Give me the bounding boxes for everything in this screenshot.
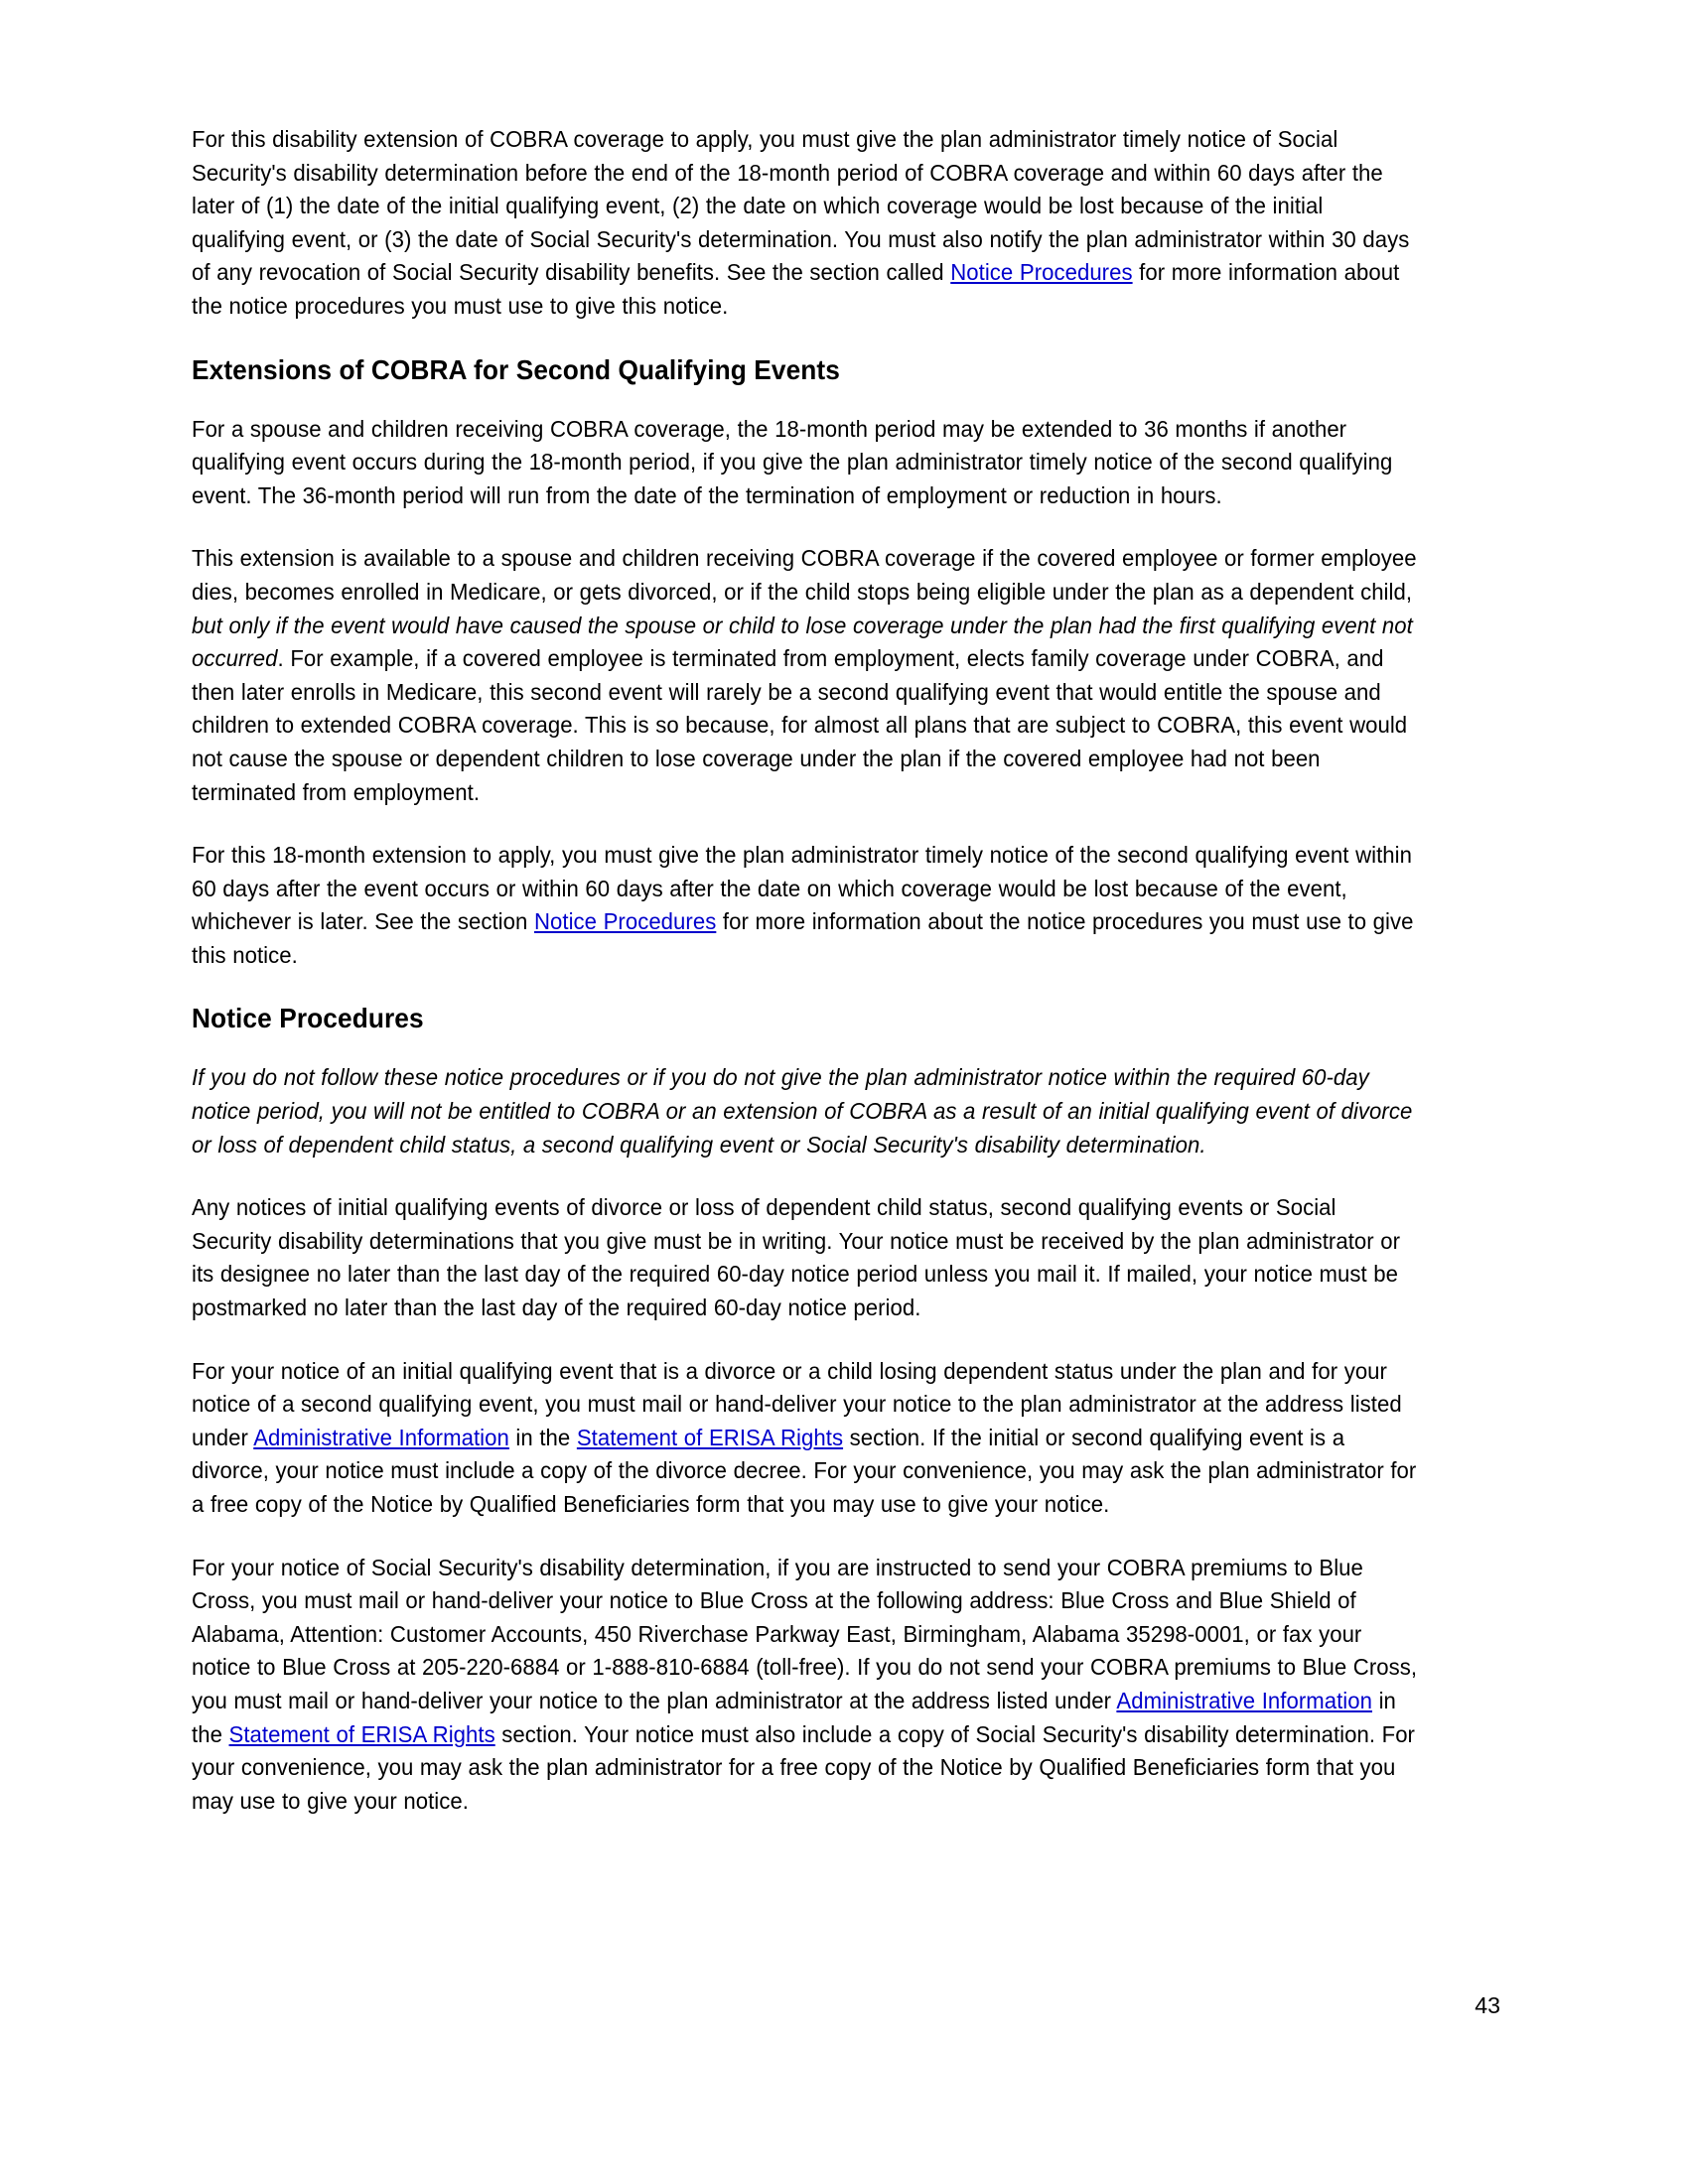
page-number: 43 <box>1475 1992 1500 2018</box>
link-statement-of-erisa-rights[interactable]: Statement of ERISA Rights <box>576 1424 844 1450</box>
paragraph-text-part: This extension is available to a spouse and children receiving COBRA coverage if the covered employee or former employee dies, becomes enrolled in Medicare, or gets divorced, or if the child stops being eligible under the plan as a dependent child, <box>192 545 1417 605</box>
paragraph-notice-procedure-warning: If you do not follow these notice procedures or if you do not give the plan administrator notice within the required 60-day notice period, you will not be entitled to COBRA or an extension of COBRA as a result of an initial qualifying event of divorce or loss of dependent child status, a second qualifying event or Social Security's disability determination. <box>192 1064 1413 1158</box>
link-statement-of-erisa-rights-2[interactable]: Statement of ERISA Rights <box>228 1720 495 1747</box>
paragraph-notices-in-writing: Any notices of initial qualifying events of divorce or loss of dependent child status, second qualifying events or Social Security disability determinations that you give must be in writing. Your notice must be received by the plan administrator or its designee no later than the last day of the required 60-day notice period unless you mail it. If mailed, your notice must be postmarked no later than the last day of the required 60-day notice period. <box>192 1194 1401 1321</box>
paragraph-extension-availability <box>192 542 1422 809</box>
emphasis-only-if-event-caused-loss: but only if the event would have caused the spouse or child to lose coverage under the plan had the first qualifying event not occurred <box>192 612 1413 672</box>
paragraph-text-part: section. If the initial or second qualifying event is a divorce, your notice must include a copy of the divorce decree. For your convenience, you may ask the plan administrator for a free copy of the Notice by Qualified Beneficiaries form that you may use to give your notice. <box>192 1424 1417 1517</box>
heading-notice-procedures: Notice Procedures <box>192 1003 424 1034</box>
paragraph-text-part: For your notice of Social Security's disability determination, if you are instructed to send your COBRA premiums to Blue Cross, you must mail or hand-deliver your notice to Blue Cross at the following address: Blue Cross and Blue Shield of Alabama, Attention: Customer Accounts, 450 Riverchase Parkway East, Birmingham, Alabama 35298-0001, or fax your notice to Blue Cross at 205-220-6884 or 1-888-810-6884 (toll-free). If you do not send your COBRA premiums to Blue Cross, you must mail or hand-deliver your notice to the plan administrator at the address listed under <box>192 1554 1418 1713</box>
link-notice-procedures[interactable]: Notice Procedures <box>950 259 1133 286</box>
paragraph-text-part: . For example, if a covered employee is terminated from employment, elects family coverage under COBRA, and then later enrolls in Medicare, this second event will rarely be a second qualifying event that would entitle the spouse and children to extended COBRA coverage. This is so because, for almost all plans that are subject to COBRA, this event would not cause the spouse or dependent children to lose coverage under the plan if the covered employee had not been terminated from employment. <box>192 645 1408 805</box>
link-administrative-information-2[interactable]: Administrative Information <box>1116 1687 1373 1713</box>
paragraph-text-part: For your notice of an initial qualifying event that is a divorce or a child losing dependent status under the plan and for your notice of a second qualifying event, you must mail or hand-deliver your notice to the plan administrator at the address listed under <box>192 1357 1402 1450</box>
paragraph-spouse-children-36-months: For a spouse and children receiving COBRA coverage, the 18-month period may be extended to 36 months if another qualifying event occurs during the 18-month period, if you give the plan administrator timely notice of the second qualifying event. The 36-month period will run from the date of the termination of employment or reduction in hours. <box>192 415 1393 508</box>
paragraph-text-part: in the <box>508 1424 577 1450</box>
link-notice-procedures-2[interactable]: Notice Procedures <box>533 908 717 935</box>
page-content <box>192 123 1479 1818</box>
link-administrative-information[interactable]: Administrative Information <box>253 1424 509 1450</box>
paragraph-social-security-disability-notice-address <box>192 1552 1422 1819</box>
paragraph-18-month-extension-notice <box>192 839 1422 972</box>
paragraph-divorce-dependent-status-notice <box>192 1355 1422 1522</box>
paragraph-text-part: section. Your notice must also include a copy of Social Security's disability determination. For your convenience, you may ask the plan administrator for a free copy of the Notice by Qualified Beneficiaries form that you may use to give your notice. <box>192 1720 1415 1814</box>
paragraph-text-part: for more information about the notice procedures you must use to give this notice. <box>192 259 1400 319</box>
paragraph-text-part: for more information about the notice procedures you must use to give this notice. <box>192 908 1414 968</box>
paragraph-text-part: For this disability extension of COBRA coverage to apply, you must give the plan administrator timely notice of Social Security's disability determination before the end of the 18-month period of COBRA coverage and within 60 days after the later of (1) the date of the initial qualifying event, (2) the date on which coverage would be lost because of the initial qualifying event, or (3) the date of Social Security's determination. You must also notify the plan administrator within 30 days of any revocation of Social Security disability benefits. See the section called <box>192 126 1410 286</box>
paragraph-disability-extension-notice <box>192 123 1422 324</box>
heading-extensions-second-qualifying-events: Extensions of COBRA for Second Qualifying Events <box>192 353 840 385</box>
paragraph-text-part: in the <box>192 1687 1396 1747</box>
paragraph-text-part: For this 18-month extension to apply, you must give the plan administrator timely notice of the second qualifying event within 60 days after the event occurs or within 60 days after the date on which coverage would be lost because of the event, whichever is later. See the section <box>192 842 1412 935</box>
